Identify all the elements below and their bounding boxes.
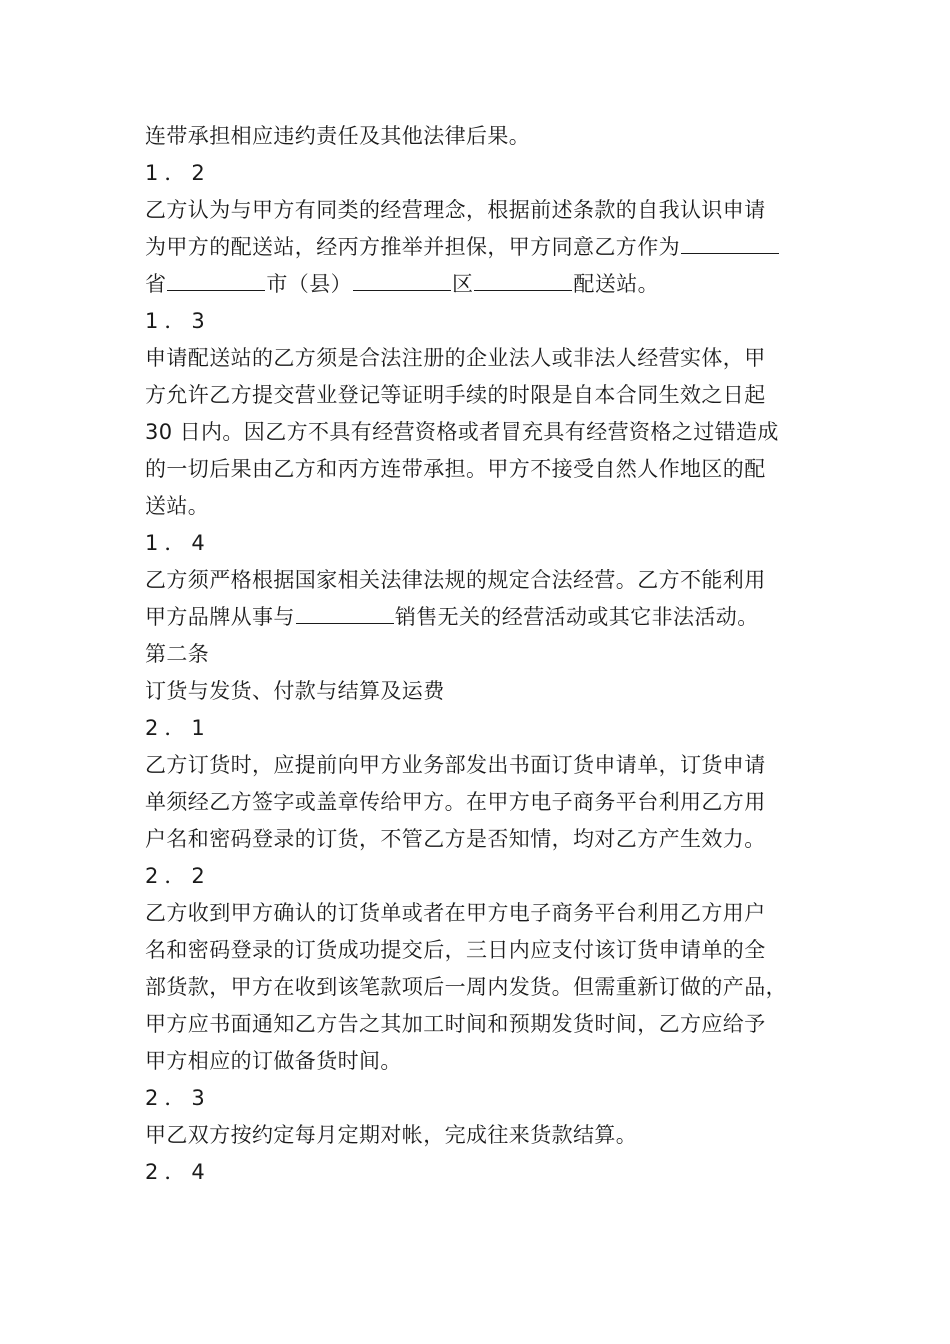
text-segment: 为甲方的配送站，经丙方推举并担保，甲方同意乙方作为 xyxy=(145,235,680,259)
text-line: 乙方收到甲方确认的订货单或者在甲方电子商务平台利用乙方用户 xyxy=(145,901,766,925)
text-line: 户名和密码登录的订货，不管乙方是否知情，均对乙方产生效力。 xyxy=(145,827,766,851)
text-line: 连带承担相应违约责任及其他法律后果。 xyxy=(145,124,531,148)
clause-number: 2．4 xyxy=(145,1160,211,1184)
text-segment: 配送站。 xyxy=(573,272,660,296)
clause-number: 1．2 xyxy=(145,161,211,185)
text-line xyxy=(145,599,810,636)
text-line: 单须经乙方签字或盖章传给甲方。在甲方电子商务平台利用乙方用 xyxy=(145,790,766,814)
fill-in-blank xyxy=(681,233,779,254)
text-line: 乙方认为与甲方有同类的经营理念，根据前述条款的自我认识申请 xyxy=(145,198,766,222)
text-line xyxy=(145,266,810,303)
text-line: 乙方订货时，应提前向甲方业务部发出书面订货申请单，订货申请 xyxy=(145,753,766,777)
text-segment: 市（县） xyxy=(266,272,353,296)
text-segment: 省 xyxy=(145,272,167,296)
text-line: 名和密码登录的订货成功提交后，三日内应支付该订货申请单的全 xyxy=(145,938,766,962)
clause-number: 2．2 xyxy=(145,864,211,888)
text-segment: 甲方品牌从事与 xyxy=(145,605,295,629)
text-segment: 销售无关的经营活动或其它非法活动。 xyxy=(394,605,759,629)
clause-number: 1．3 xyxy=(145,309,211,333)
text-line: 甲乙双方按约定每月定期对帐，完成往来货款结算。 xyxy=(145,1123,638,1147)
text-line: 部货款，甲方在收到该笔款项后一周内发货。但需重新订做的产品， xyxy=(145,975,787,999)
text-line: 30 日内。因乙方不具有经营资格或者冒充具有经营资格之过错造成 xyxy=(145,420,779,444)
fill-in-blank xyxy=(474,270,572,291)
text-line: 订货与发货、付款与结算及运费 xyxy=(145,679,445,703)
text-line: 的一切后果由乙方和丙方连带承担。甲方不接受自然人作地区的配 xyxy=(145,457,766,481)
fill-in-blank xyxy=(353,270,451,291)
fill-in-blank xyxy=(167,270,265,291)
text-line: 甲方应书面通知乙方告之其加工时间和预期发货时间，乙方应给予 xyxy=(145,1012,766,1036)
document-body xyxy=(145,118,810,1191)
text-segment: 区 xyxy=(452,272,474,296)
text-line: 方允许乙方提交营业登记等证明手续的时限是自本合同生效之日起 xyxy=(145,383,766,407)
fill-in-blank xyxy=(296,603,394,624)
text-line: 申请配送站的乙方须是合法注册的企业法人或非法人经营实体，甲 xyxy=(145,346,766,370)
text-line: 第二条 xyxy=(145,642,210,666)
text-line xyxy=(145,229,810,266)
clause-number: 1．4 xyxy=(145,531,211,555)
text-line: 乙方须严格根据国家相关法律法规的规定合法经营。乙方不能利用 xyxy=(145,568,766,592)
clause-number: 2．1 xyxy=(145,716,211,740)
clause-number: 2．3 xyxy=(145,1086,211,1110)
text-line: 送站。 xyxy=(145,494,210,518)
text-line: 甲方相应的订做备货时间。 xyxy=(145,1049,402,1073)
